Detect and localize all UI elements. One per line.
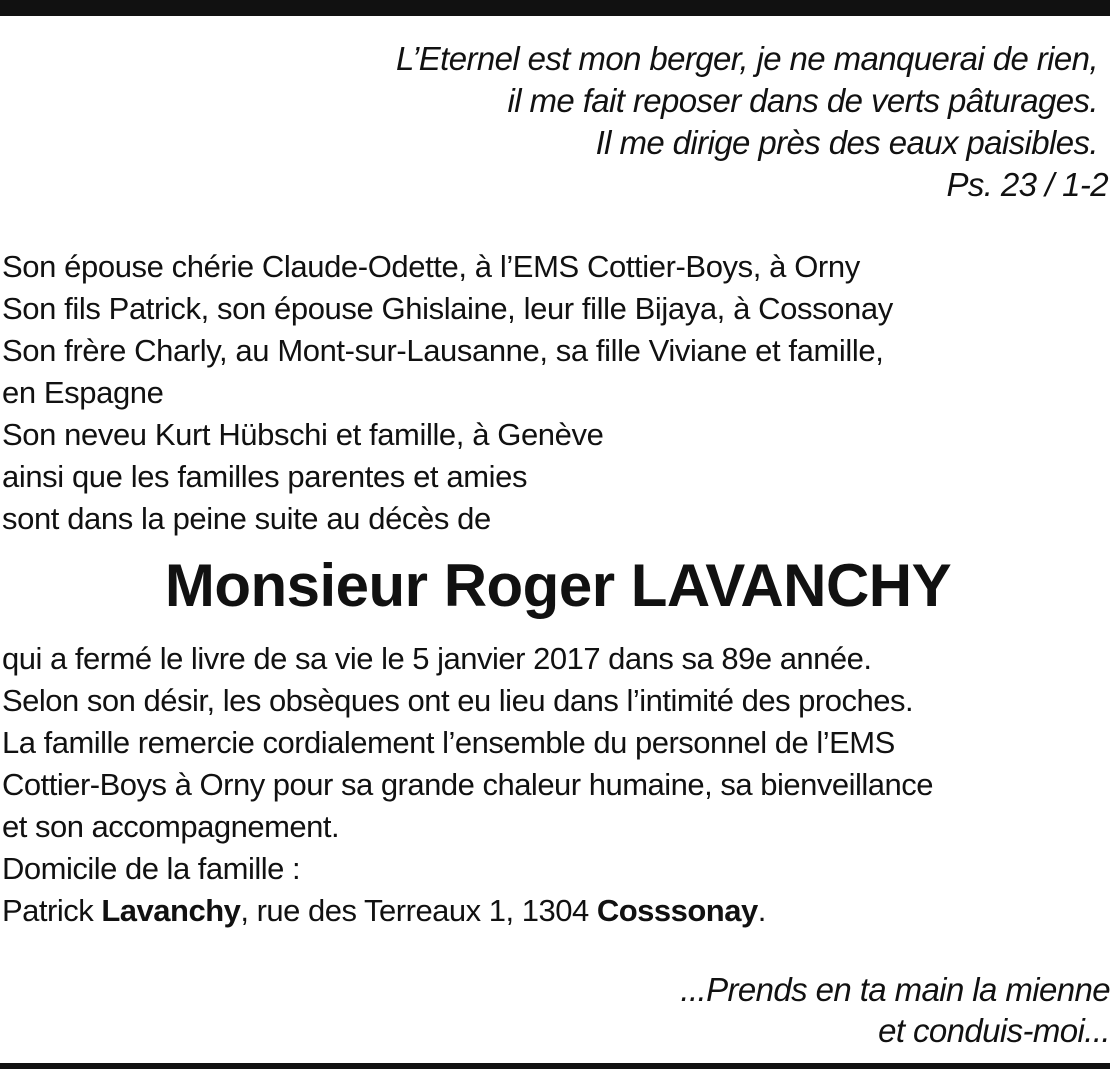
notice-line: La famille remercie cordialement l’ensemble du personnel de l’EMS [2, 725, 895, 760]
address-town: Cosssonay [596, 893, 758, 928]
family-line: Son épouse chérie Claude-Odette, à l’EMS Cottier-Boys, à Orny [2, 249, 860, 284]
verse-line: Il me dirige près des eaux paisibles. [595, 124, 1098, 161]
notice-line: Domicile de la famille : [2, 851, 301, 886]
address-suffix: . [757, 893, 766, 928]
notice-line: Selon son désir, les obsèques ont eu lieu dans l’intimité des proches. [2, 683, 914, 718]
family-address [2, 890, 933, 932]
family-line: Son neveu Kurt Hübschi et famille, à Genève [2, 417, 604, 452]
family-list [2, 246, 893, 540]
psalm-verse [396, 38, 1108, 206]
address-street: , rue des Terreaux 1, 1304 [240, 893, 597, 928]
notice-line: et son accompagnement. [2, 809, 340, 844]
closing-quote [680, 969, 1110, 1051]
family-line: en Espagne [2, 375, 164, 410]
family-line: ainsi que les familles parentes et amies [2, 459, 528, 494]
notice-body [2, 638, 933, 932]
verse-line: il me fait reposer dans de verts pâturages. [507, 82, 1098, 119]
closing-line: ...Prends en ta main la mienne [680, 971, 1110, 1008]
family-line: Son fils Patrick, son épouse Ghislaine, leur fille Bijaya, à Cossonay [2, 291, 893, 326]
address-prefix: Patrick [2, 893, 102, 928]
verse-line: L’Eternel est mon berger, je ne manquerai de rien, [396, 40, 1098, 77]
verse-reference: Ps. 23 / 1-2 [946, 166, 1108, 203]
notice-line: Cottier-Boys à Orny pour sa grande chaleur humaine, sa bienveillance [2, 767, 933, 802]
top-border-rule [0, 0, 1110, 16]
notice-line: qui a fermé le livre de sa vie le 5 janvier 2017 dans sa 89e année. [2, 641, 872, 676]
bottom-border-rule [0, 1063, 1110, 1069]
address-surname: Lavanchy [101, 893, 241, 928]
closing-line: et conduis-moi... [878, 1012, 1110, 1049]
deceased-name-heading [0, 548, 1110, 624]
deceased-name: Monsieur Roger LAVANCHY [164, 552, 952, 619]
family-line: sont dans la peine suite au décès de [2, 501, 491, 536]
family-line: Son frère Charly, au Mont-sur-Lausanne, sa fille Viviane et famille, [2, 333, 884, 368]
